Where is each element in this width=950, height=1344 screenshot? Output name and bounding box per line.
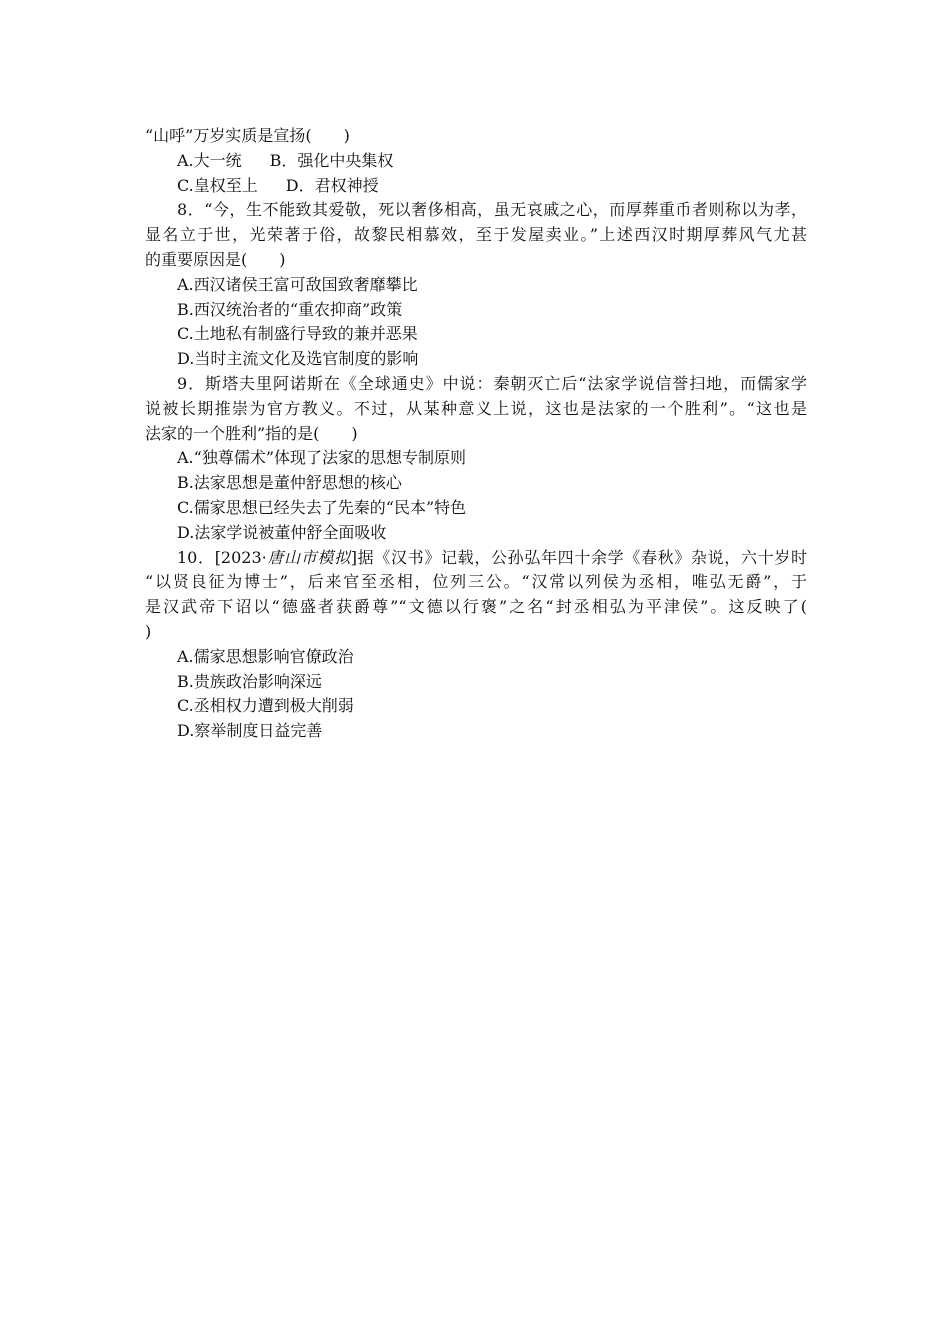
- q8-option-d: D.当时主流文化及选官制度的影响: [177, 349, 419, 369]
- q7-option-d: D．君权神授: [285, 175, 379, 195]
- q7-option-a: A.大一统: [177, 150, 242, 170]
- q7-options-row-1: [145, 149, 807, 174]
- q10-option-b: B.贵族政治影响深远: [177, 671, 322, 691]
- q9-stem-line-1: 9．斯塔夫里阿诺斯在《全球通史》中说：秦朝灭亡后“法家学说信誉扫地，而儒家学: [177, 373, 807, 393]
- q10-source: 唐山市模拟: [266, 547, 351, 567]
- q7-option-c: C.皇权至上: [177, 175, 258, 195]
- q7-stem-tail: “山呼”万岁实质是宣扬( ): [145, 126, 350, 145]
- q8-stem-line-2: 显名立于世，光荣著于俗，故黎民相慕效，至于发屋卖业。”上述西汉时期厚葬风气尤甚: [145, 225, 807, 245]
- q9-option-b: B.法家思想是董仲舒思想的核心: [177, 473, 402, 493]
- q10-stem-line-4: ): [145, 621, 152, 641]
- q7-options-row-2: [145, 174, 807, 199]
- q8-option-a: A.西汉诸侯王富可敌国致奢靡攀比: [177, 274, 418, 294]
- q8-option-b: B.西汉统治者的“重农抑商”政策: [177, 299, 403, 319]
- q7-option-b: B．强化中央集权: [269, 150, 394, 170]
- q8-stem-line-3: 的重要原因是( ): [145, 249, 286, 269]
- q9-option-c: C.儒家思想已经失去了先秦的“民本”特色: [177, 497, 467, 517]
- q9-stem-line-2: 说被长期推崇为官方教义。不过，从某种意义上说，这也是法家的一个胜利”。“这也是: [145, 398, 807, 418]
- q8-stem-line-1: 8．“今，生不能致其爱敬，死以奢侈相高，虽无哀戚之心，而厚葬重币者则称以为孝，: [177, 200, 807, 220]
- q9-stem-line-3: 法家的一个胜利”指的是( ): [145, 423, 358, 443]
- q9-option-a: A.“独尊儒术”体现了法家的思想专制原则: [177, 448, 467, 468]
- q10-stem-line-2: “以贤良征为博士”，后来官至丞相，位列三公。“汉常以列侯为丞相，唯弘无爵”，于: [145, 572, 807, 592]
- q10-option-c: C.丞相权力遭到极大削弱: [177, 696, 354, 716]
- document-page: [145, 124, 807, 744]
- q10-number: 10．[2023·: [177, 547, 267, 567]
- q10-stem-line-1: [145, 546, 807, 571]
- q10-stem-line-3: 是汉武帝下诏以“德盛者获爵尊”“文德以行褒”之名“封丞相弘为平津侯”。这反映了(: [145, 597, 807, 617]
- q9-option-d: D.法家学说被董仲舒全面吸收: [177, 522, 387, 542]
- q8-option-c: C.土地私有制盛行导致的兼并恶果: [177, 324, 418, 344]
- q10-option-a: A.儒家思想影响官僚政治: [177, 646, 354, 666]
- q10-option-d: D.察举制度日益完善: [177, 721, 323, 741]
- q10-stem-line-1-rest: ]据《汉书》记载，公孙弘年四十余学《春秋》杂说，六十岁时: [350, 547, 807, 567]
